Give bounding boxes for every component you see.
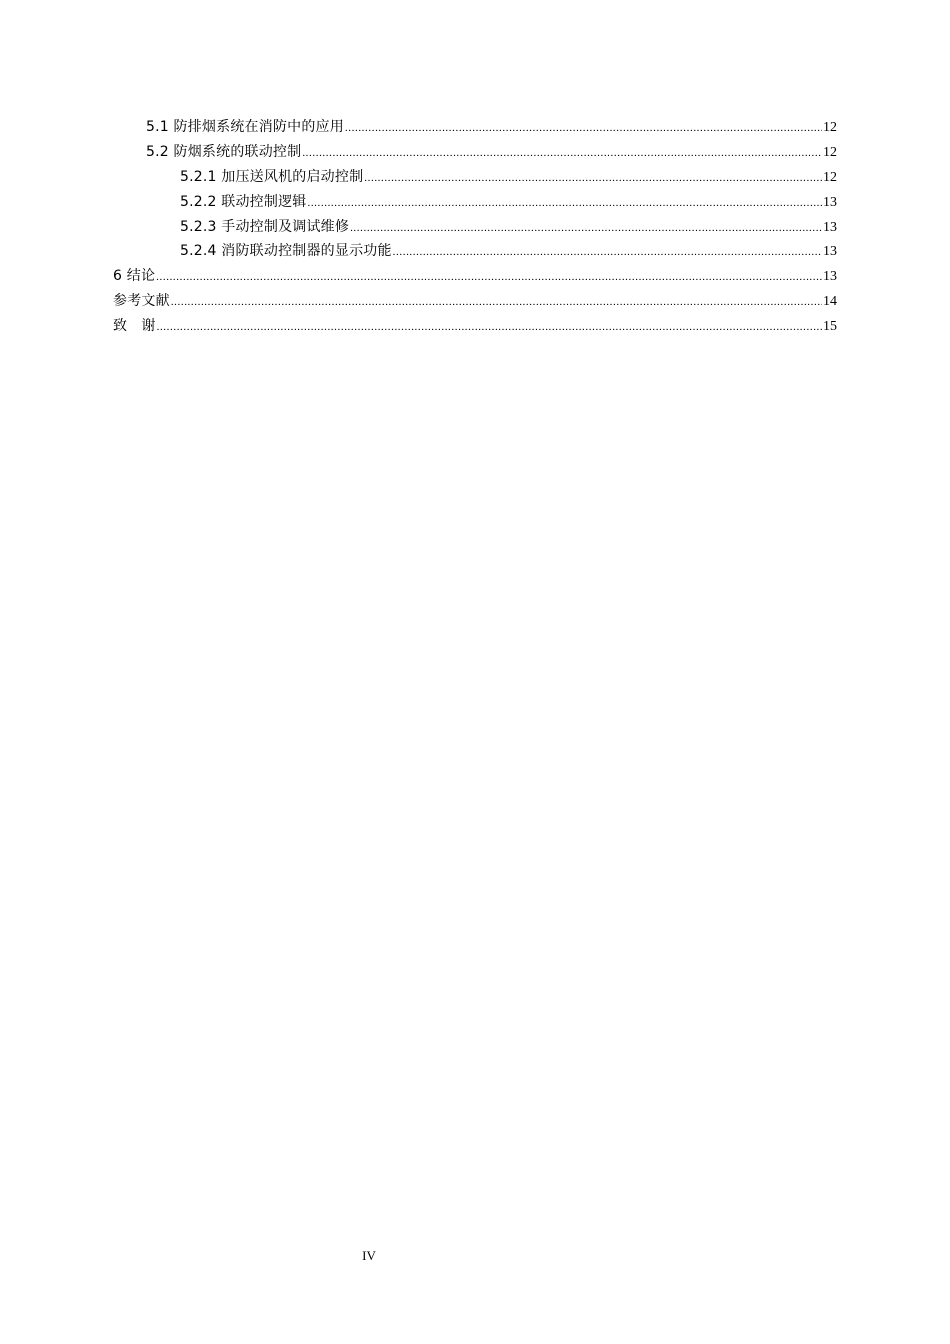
toc-entry-title: 5.1 防排烟系统在消防中的应用 xyxy=(146,119,344,135)
toc-entry-page: 12 xyxy=(823,120,837,135)
toc-dot-leader xyxy=(302,141,822,166)
page-number: IV xyxy=(362,1248,376,1263)
toc-entry-5-1[interactable] xyxy=(113,115,837,140)
toc-entry-page: 15 xyxy=(823,319,837,335)
toc-entry-5-2-3[interactable] xyxy=(113,215,837,240)
toc-entry-page: 13 xyxy=(823,194,837,210)
toc-entry-title: 致 谢 xyxy=(113,318,156,335)
toc-entry-title: 5.2.4 消防联动控制器的显示功能 xyxy=(180,243,392,260)
toc-entry-5-2-1[interactable] xyxy=(113,165,837,190)
toc-dot-leader xyxy=(156,265,822,290)
table-of-contents xyxy=(113,115,837,339)
toc-entry-6-conclusion[interactable] xyxy=(113,264,837,289)
toc-entry-page: 13 xyxy=(823,269,837,285)
toc-entry-5-2-4[interactable] xyxy=(113,239,837,264)
toc-entry-title: 参考文献 xyxy=(113,293,170,310)
toc-entry-5-2-2[interactable] xyxy=(113,190,837,215)
toc-entry-references[interactable] xyxy=(113,289,837,314)
toc-dot-leader xyxy=(307,191,822,216)
toc-dot-leader xyxy=(364,166,822,191)
toc-entry-acknowledgements[interactable] xyxy=(113,314,837,339)
toc-entry-page: 12 xyxy=(823,144,837,160)
toc-dot-leader xyxy=(171,290,822,315)
toc-entry-title: 5.2 防烟系统的联动控制 xyxy=(146,143,302,160)
toc-entry-page: 12 xyxy=(823,169,837,185)
toc-dot-leader xyxy=(350,216,822,241)
toc-entry-title: 6 结论 xyxy=(113,268,156,285)
toc-dot-leader xyxy=(345,116,822,141)
toc-entry-title: 5.2.1 加压送风机的启动控制 xyxy=(180,168,364,185)
toc-dot-leader xyxy=(157,315,822,340)
toc-entry-title: 5.2.2 联动控制逻辑 xyxy=(180,193,307,210)
toc-entry-page: 13 xyxy=(823,244,837,260)
toc-dot-leader xyxy=(393,240,822,265)
toc-entry-page: 14 xyxy=(823,294,837,310)
toc-entry-title: 5.2.3 手动控制及调试维修 xyxy=(180,218,350,235)
toc-entry-page: 13 xyxy=(823,219,837,235)
toc-entry-5-2[interactable] xyxy=(113,140,837,165)
